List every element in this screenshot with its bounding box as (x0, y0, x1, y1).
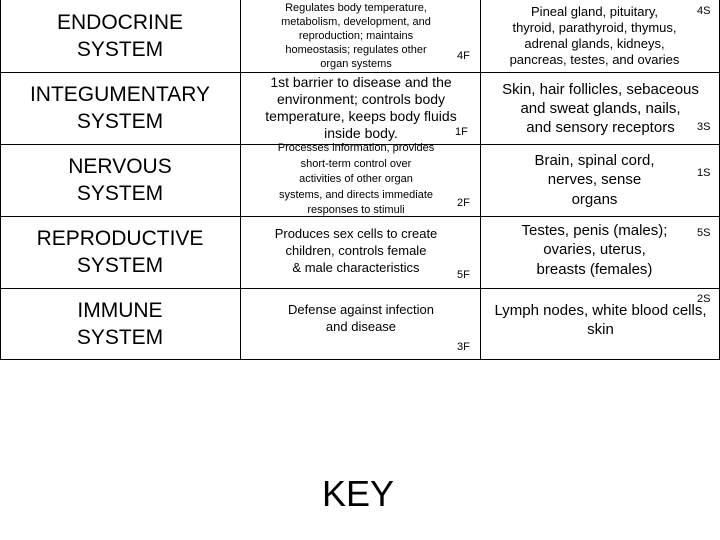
structures-tag-integumentary: 3S (697, 121, 711, 133)
structures-tag-endocrine: 4S (697, 5, 711, 17)
structures-integumentary: Skin, hair follicles, sebaceous and sweat glands, nails, and sensory receptors (502, 80, 699, 136)
function-reproductive: Produces sex cells to create children, controls female & male characteristics (274, 225, 438, 275)
function-immune: Defense against infection and disease (288, 302, 434, 334)
key-label: KEY (322, 473, 395, 514)
function-tag-endocrine: 4F (457, 50, 470, 62)
system-name-reproductive: REPRODUCTIVE SYSTEM (36, 227, 204, 277)
function-tag-integumentary: 1F (455, 126, 468, 138)
structures-tag-immune: 2S (697, 293, 711, 305)
function-tag-immune: 3F (457, 341, 470, 353)
system-name-endocrine: ENDOCRINE SYSTEM (56, 11, 183, 61)
structures-tag-reproductive: 5S (697, 227, 711, 239)
system-name-immune: IMMUNE SYSTEM (76, 299, 164, 349)
structures-tag-nervous: 1S (697, 167, 711, 179)
structures-endocrine: Pineal gland, pituitary, thyroid, parathyroid, thymus, adrenal glands, kidneys, pancreas, testes, and ovaries (509, 4, 680, 67)
structures-reproductive: Testes, penis (males); ovaries, uterus, breasts (females) (521, 221, 668, 278)
function-tag-nervous: 2F (457, 197, 470, 209)
function-endocrine: Regulates body temperature, metabolism, development, and reproduction; maintains homeostasis; regulates other organ systems (281, 2, 431, 70)
structures-nervous: Brain, spinal cord, nerves, sense organs (534, 151, 655, 208)
structures-immune: Lymph nodes, white blood cells, skin (494, 301, 707, 338)
function-tag-reproductive: 5F (457, 269, 470, 281)
system-name-nervous: NERVOUS SYSTEM (68, 155, 172, 205)
system-name-integumentary: INTEGUMENTARY SYSTEM (29, 83, 211, 133)
function-integumentary: 1st barrier to disease and the environment; controls body temperature, keeps body fluids inside body. (265, 74, 457, 141)
function-nervous: Processes information, provides short-term control over activities of other organ systems, and directs immediate responses to stimuli (277, 142, 435, 217)
